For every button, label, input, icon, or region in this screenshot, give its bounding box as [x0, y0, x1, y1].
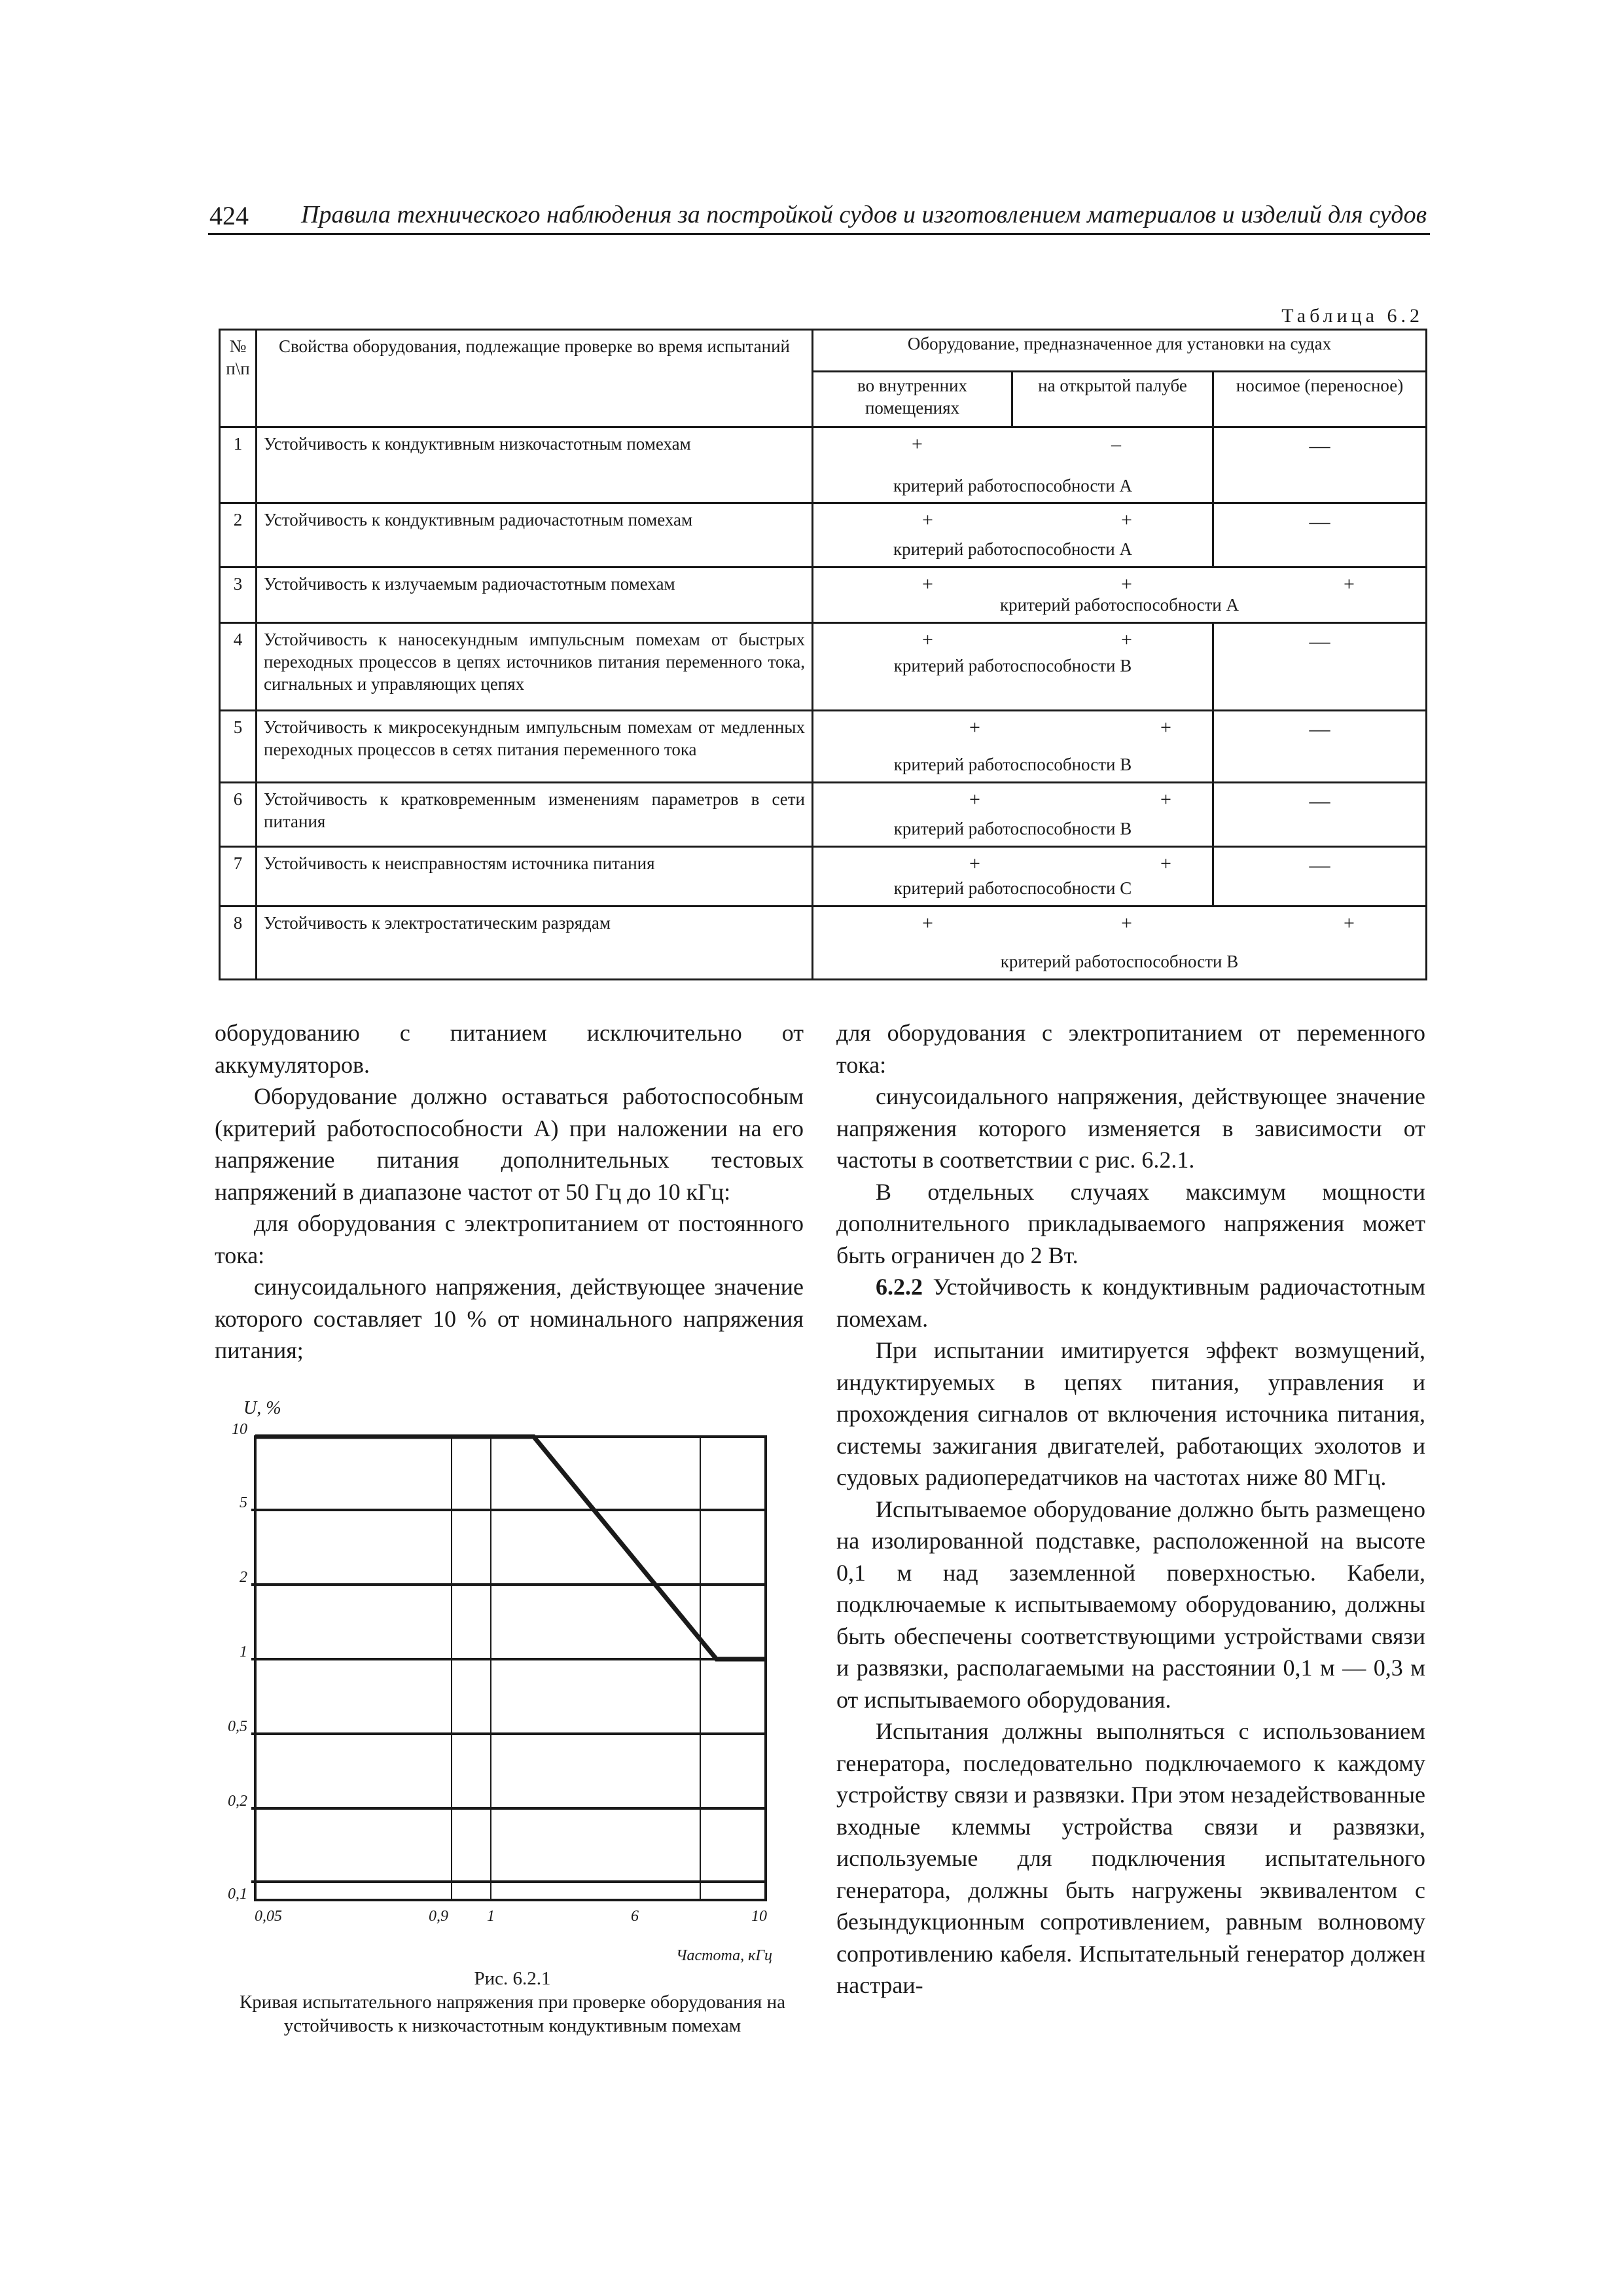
deck-mark: +: [1121, 629, 1132, 651]
row-num: 6: [220, 783, 257, 847]
criterion: критерий работоспособности В: [893, 755, 1132, 775]
x-tick-label: 0,05: [255, 1908, 282, 1925]
plot-frame: [255, 1437, 766, 1900]
th-property: Свойства оборудования, подлежащие проверке во время испытаний: [257, 330, 813, 427]
paragraph: Испытываемое оборудование должно быть размещено на изолированной подставке, расположенной на высоте 0,1 м над заземленной поверхностью. Кабели, подключаемые к испытываемому оборудованию, должны быть обеспечены соответствующими устройствами связи и развязки, располагаемыми на расстоянии 0,1 м — 0,3 м от испытываемого оборудования.: [836, 1496, 1425, 1713]
th-portable: носимое (переносное): [1213, 372, 1427, 427]
row-num: 1: [220, 427, 257, 503]
criterion: критерий работоспособности А: [893, 539, 1132, 560]
indoor-mark: +: [922, 912, 933, 935]
table-row: [220, 783, 1427, 847]
row-num: 3: [220, 567, 257, 622]
deck-mark: +: [1160, 717, 1171, 739]
y-tick-label: 1: [240, 1643, 247, 1660]
x-tick-label: 1: [487, 1908, 495, 1925]
table-row: [220, 846, 1427, 906]
y-tick-label: 2: [240, 1569, 247, 1586]
table-row: [220, 567, 1427, 622]
row-num: 2: [220, 503, 257, 567]
y-tick-label: 0,5: [228, 1718, 247, 1735]
y-tick-label: 0,1: [228, 1886, 247, 1903]
paragraph: синусоидального напряжения, действующее значение которого составляет 10 % от номинального напряжения питания;: [215, 1274, 804, 1363]
row-property: Устойчивость к кратковременным изменениям параметров в сети питания: [257, 783, 813, 847]
criterion: критерий работоспособности С: [893, 878, 1132, 899]
th-num: № п\п: [220, 330, 257, 427]
row-num: 8: [220, 906, 257, 980]
row-equipment: [813, 623, 1213, 711]
paragraph: оборудованию с питанием исключительно от аккумуляторов.: [215, 1020, 804, 1078]
left-column: [215, 1017, 804, 1367]
row-property: Устойчивость к кондуктивным низкочастотным помехам: [257, 427, 813, 503]
indoor-mark: +: [922, 573, 933, 595]
row-property: Устойчивость к электростатическим разрядам: [257, 906, 813, 980]
figure-number: Рис. 6.2.1: [474, 1968, 551, 1989]
criterion: критерий работоспособности В: [1000, 952, 1239, 972]
test-voltage-curve: [255, 1437, 766, 1659]
running-title: Правила технического наблюдения за постройкой судов и изготовлением материалов и изделий для судов: [301, 201, 1427, 228]
portable-mark: —: [1213, 846, 1427, 906]
header-rule: [208, 233, 1430, 235]
x-tick-label: 10: [751, 1908, 767, 1925]
paragraph: Оборудование должно оставаться работоспособным (критерий работоспособности А) при наложении на его напряжение питания дополнительных тестовых напряжений в диапазоне частот от 50 Гц до 10 кГц:: [215, 1083, 804, 1205]
row-property: Устойчивость к наносекундным импульсным помехам от быстрых переходных процессов в цепях источников питания переменного тока, сигнальных и управляющих цепях: [257, 623, 813, 711]
row-num: 5: [220, 711, 257, 783]
paragraph: Испытания должны выполняться с использованием генератора, последовательно подключаемого к каждому устройству связи и развязки. При этом незадействованные входные клеммы устройства связи и развязки, используемые для подключения испытательного генератора, должны быть нагружены эквивалентом с безындукционным сопротивлением, равным волновому сопротивлению кабеля. Испытательный генератор должен настраи-: [836, 1718, 1425, 1998]
portable-mark: —: [1213, 623, 1427, 711]
indoor-mark: +: [969, 717, 980, 739]
portable-mark: +: [1344, 912, 1355, 935]
x-tick-label: 0,9: [429, 1908, 448, 1925]
row-equipment: [813, 846, 1213, 906]
table-row: [220, 906, 1427, 980]
row-equipment: [813, 906, 1427, 980]
row-equipment: [813, 783, 1213, 847]
y-tick-label: 0,2: [228, 1793, 247, 1810]
portable-mark: —: [1213, 783, 1427, 847]
table-row: [220, 427, 1427, 503]
deck-mark: +: [1160, 852, 1171, 874]
paragraph: для оборудования с электропитанием от переменного тока:: [836, 1020, 1425, 1078]
indoor-mark: +: [922, 629, 933, 651]
x-tick-label: 6: [631, 1908, 639, 1925]
paragraph: для оборудования с электропитанием от постоянного тока:: [215, 1210, 804, 1268]
deck-mark: –: [1111, 433, 1121, 456]
paragraph: При испытании имитируется эффект возмущений, индуктируемых в цепях питания, управления и прохождения сигналов от включения источника питания, системы зажигания двигателей, работающих эхолотов и судовых радиопередатчиков на частотах ниже 80 МГц.: [836, 1337, 1425, 1490]
deck-mark: +: [1160, 789, 1171, 811]
indoor-mark: +: [969, 852, 980, 874]
section-paragraph: [836, 1271, 1425, 1335]
row-num: 7: [220, 846, 257, 906]
th-equipment: Оборудование, предназначенное для установки на судах: [813, 330, 1427, 372]
row-num: 4: [220, 623, 257, 711]
properties-table: [219, 329, 1427, 980]
section-number: 6.2.2: [876, 1274, 923, 1300]
criterion: критерий работоспособности В: [893, 818, 1132, 838]
table-row: [220, 503, 1427, 567]
criterion: критерий работоспособности А: [893, 475, 1132, 495]
chart-xlabel: Частота, кГц: [675, 1947, 772, 1964]
portable-mark: —: [1213, 711, 1427, 783]
row-equipment: [813, 427, 1213, 503]
right-column: [836, 1017, 1425, 2001]
voltage-frequency-chart: [216, 1401, 805, 2055]
y-tick-label: 5: [240, 1494, 247, 1511]
figure-caption: [208, 1967, 817, 2037]
indoor-mark: +: [912, 433, 923, 456]
section-title: Устойчивость к кондуктивным радиочастотным помехам.: [836, 1274, 1425, 1332]
table-row: [220, 623, 1427, 711]
criterion: критерий работоспособности А: [1000, 595, 1239, 615]
deck-mark: +: [1121, 509, 1132, 531]
table-row: [220, 711, 1427, 783]
table-caption: Таблица 6.2: [1281, 305, 1423, 327]
deck-mark: +: [1121, 912, 1132, 935]
row-equipment: [813, 711, 1213, 783]
portable-mark: —: [1213, 427, 1427, 503]
paragraph: синусоидального напряжения, действующее значение напряжения которого изменяется в зависимости от частоты в соответствии с рис. 6.2.1.: [836, 1083, 1425, 1173]
row-property: Устойчивость к излучаемым радиочастотным помехам: [257, 567, 813, 622]
row-equipment: [813, 503, 1213, 567]
row-property: Устойчивость к неисправностям источника питания: [257, 846, 813, 906]
row-property: Устойчивость к кондуктивным радиочастотным помехам: [257, 503, 813, 567]
row-property: Устойчивость к микросекундным импульсным помехам от медленных переходных процессов в сетях питания переменного тока: [257, 711, 813, 783]
deck-mark: +: [1121, 573, 1132, 595]
y-tick-label: 10: [232, 1421, 247, 1438]
indoor-mark: +: [969, 789, 980, 811]
indoor-mark: +: [922, 509, 933, 531]
portable-mark: +: [1344, 573, 1355, 595]
figure-caption-text: Кривая испытательного напряжения при проверке оборудования на устойчивость к низкочастотным кондуктивным помехам: [239, 1992, 786, 2036]
row-equipment: [813, 567, 1427, 622]
paragraph: В отдельных случаях максимум мощности дополнительного прикладываемого напряжения может быть ограничен до 2 Вт.: [836, 1178, 1425, 1268]
chart-ylabel: U, %: [243, 1398, 281, 1418]
th-indoor: во внутренних помещениях: [813, 372, 1012, 427]
th-deck: на открытой палубе: [1012, 372, 1213, 427]
page-number: 424: [209, 201, 249, 230]
criterion: критерий работоспособности В: [893, 656, 1132, 676]
portable-mark: —: [1213, 503, 1427, 567]
